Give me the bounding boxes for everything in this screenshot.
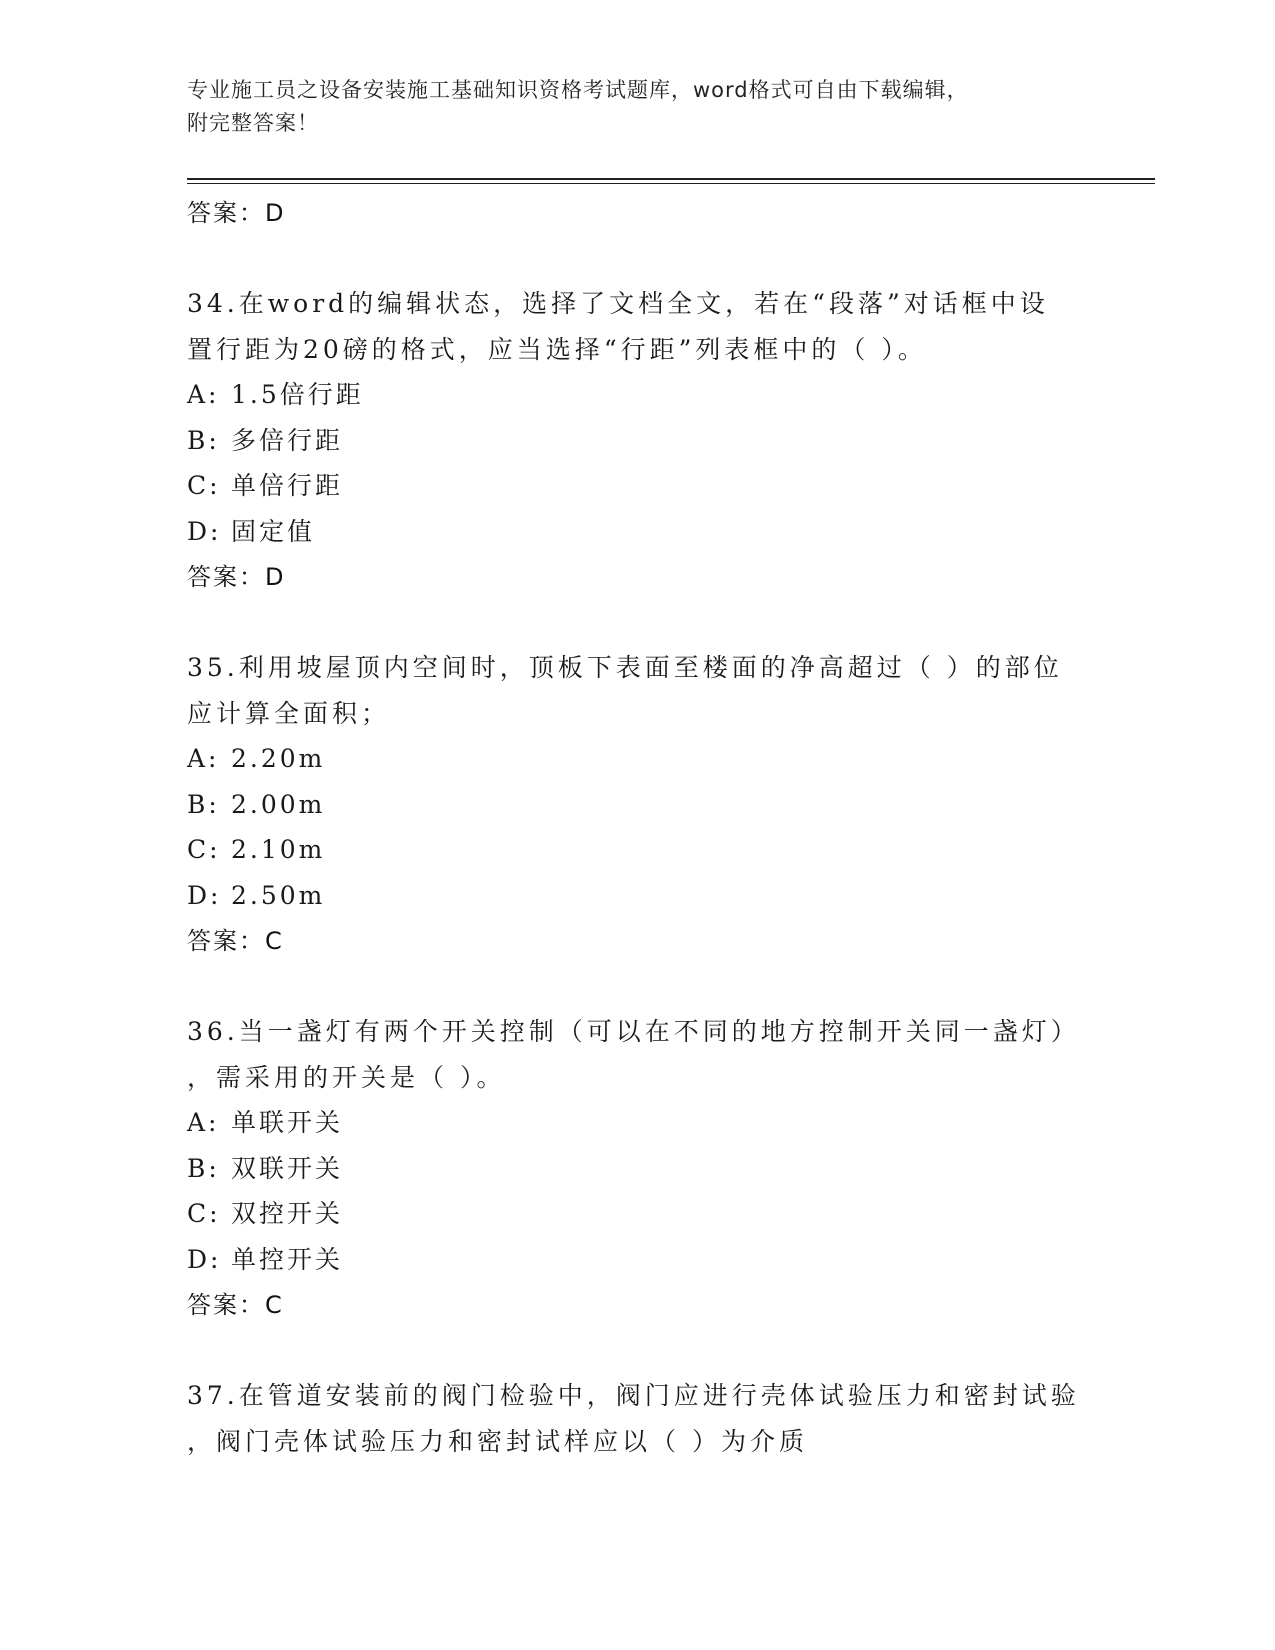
option-letter: D: (187, 516, 222, 546)
question-text-line: ，需采用的开关是（ ）。 (187, 1062, 506, 1092)
option-letter: D: (187, 1244, 222, 1274)
option-b (187, 1146, 1087, 1192)
question-37 (187, 1373, 1087, 1464)
header-divider (187, 178, 1155, 184)
option-d (187, 509, 1087, 555)
answer-line: 答案：D (187, 563, 286, 591)
option-d (187, 1237, 1087, 1283)
answer-line: 答案：C (187, 1291, 284, 1319)
option-text: 2.10m (231, 835, 326, 864)
option-c (187, 827, 1087, 873)
option-b (187, 418, 1087, 464)
option-letter: B: (187, 425, 220, 455)
question-36 (187, 1009, 1087, 1328)
answer-line: 答案：C (187, 927, 284, 955)
question-34 (187, 281, 1087, 600)
option-a (187, 736, 1087, 782)
question-text-line: 35.利用坡屋顶内空间时，顶板下表面至楼面的净高超过（ ）的部位 (187, 653, 1063, 682)
option-letter: C: (187, 835, 221, 864)
question-text-line: 36.当一盏灯有两个开关控制（可以在不同的地方控制开关同一盏灯） (187, 1017, 1080, 1046)
option-letter: C: (187, 1199, 221, 1228)
header-line-1: 专业施工员之设备安装施工基础知识资格考试题库，word格式可自由下载编辑， (187, 78, 969, 102)
option-letter: B: (187, 1153, 220, 1183)
question-35 (187, 645, 1087, 964)
option-letter: B: (187, 789, 220, 819)
option-text: 2.00m (231, 789, 326, 819)
option-letter: D: (187, 880, 222, 910)
option-text: 2.20m (231, 744, 326, 773)
option-c (187, 1191, 1087, 1237)
option-text: 单倍行距 (231, 471, 344, 500)
option-a (187, 372, 1087, 418)
option-letter: A: (187, 744, 220, 773)
header-line-2: 附完整答案！ (187, 111, 319, 135)
option-text: 多倍行距 (231, 425, 344, 455)
option-letter: A: (187, 1108, 220, 1137)
page-header (187, 74, 1067, 140)
option-text: 2.50m (231, 880, 326, 910)
option-text: 双控开关 (231, 1199, 344, 1228)
option-c (187, 463, 1087, 509)
option-text: 1.5倍行距 (231, 380, 364, 409)
question-text-line: 置行距为20磅的格式，应当选择“行距”列表框中的（ ）。 (187, 334, 927, 364)
option-d (187, 873, 1087, 919)
document-body (187, 190, 1087, 1464)
question-text-line: 37.在管道安装前的阀门检验中，阀门应进行壳体试验压力和密封试验 (187, 1381, 1080, 1410)
option-text: 单联开关 (231, 1108, 344, 1137)
option-a (187, 1100, 1087, 1146)
option-text: 双联开关 (231, 1153, 344, 1183)
question-text-line: 34.在word的编辑状态，选择了文档全文，若在“段落”对话框中设 (187, 289, 1049, 318)
option-letter: C: (187, 471, 221, 500)
answer-line: 答案：D (187, 199, 286, 227)
option-text: 固定值 (231, 516, 316, 546)
option-text: 单控开关 (231, 1244, 344, 1274)
question-text-line: 应计算全面积； (187, 698, 391, 728)
option-b (187, 782, 1087, 828)
question-text-line: ，阀门壳体试验压力和密封试样应以（ ）为介质 (187, 1426, 808, 1456)
option-letter: A: (187, 380, 220, 409)
